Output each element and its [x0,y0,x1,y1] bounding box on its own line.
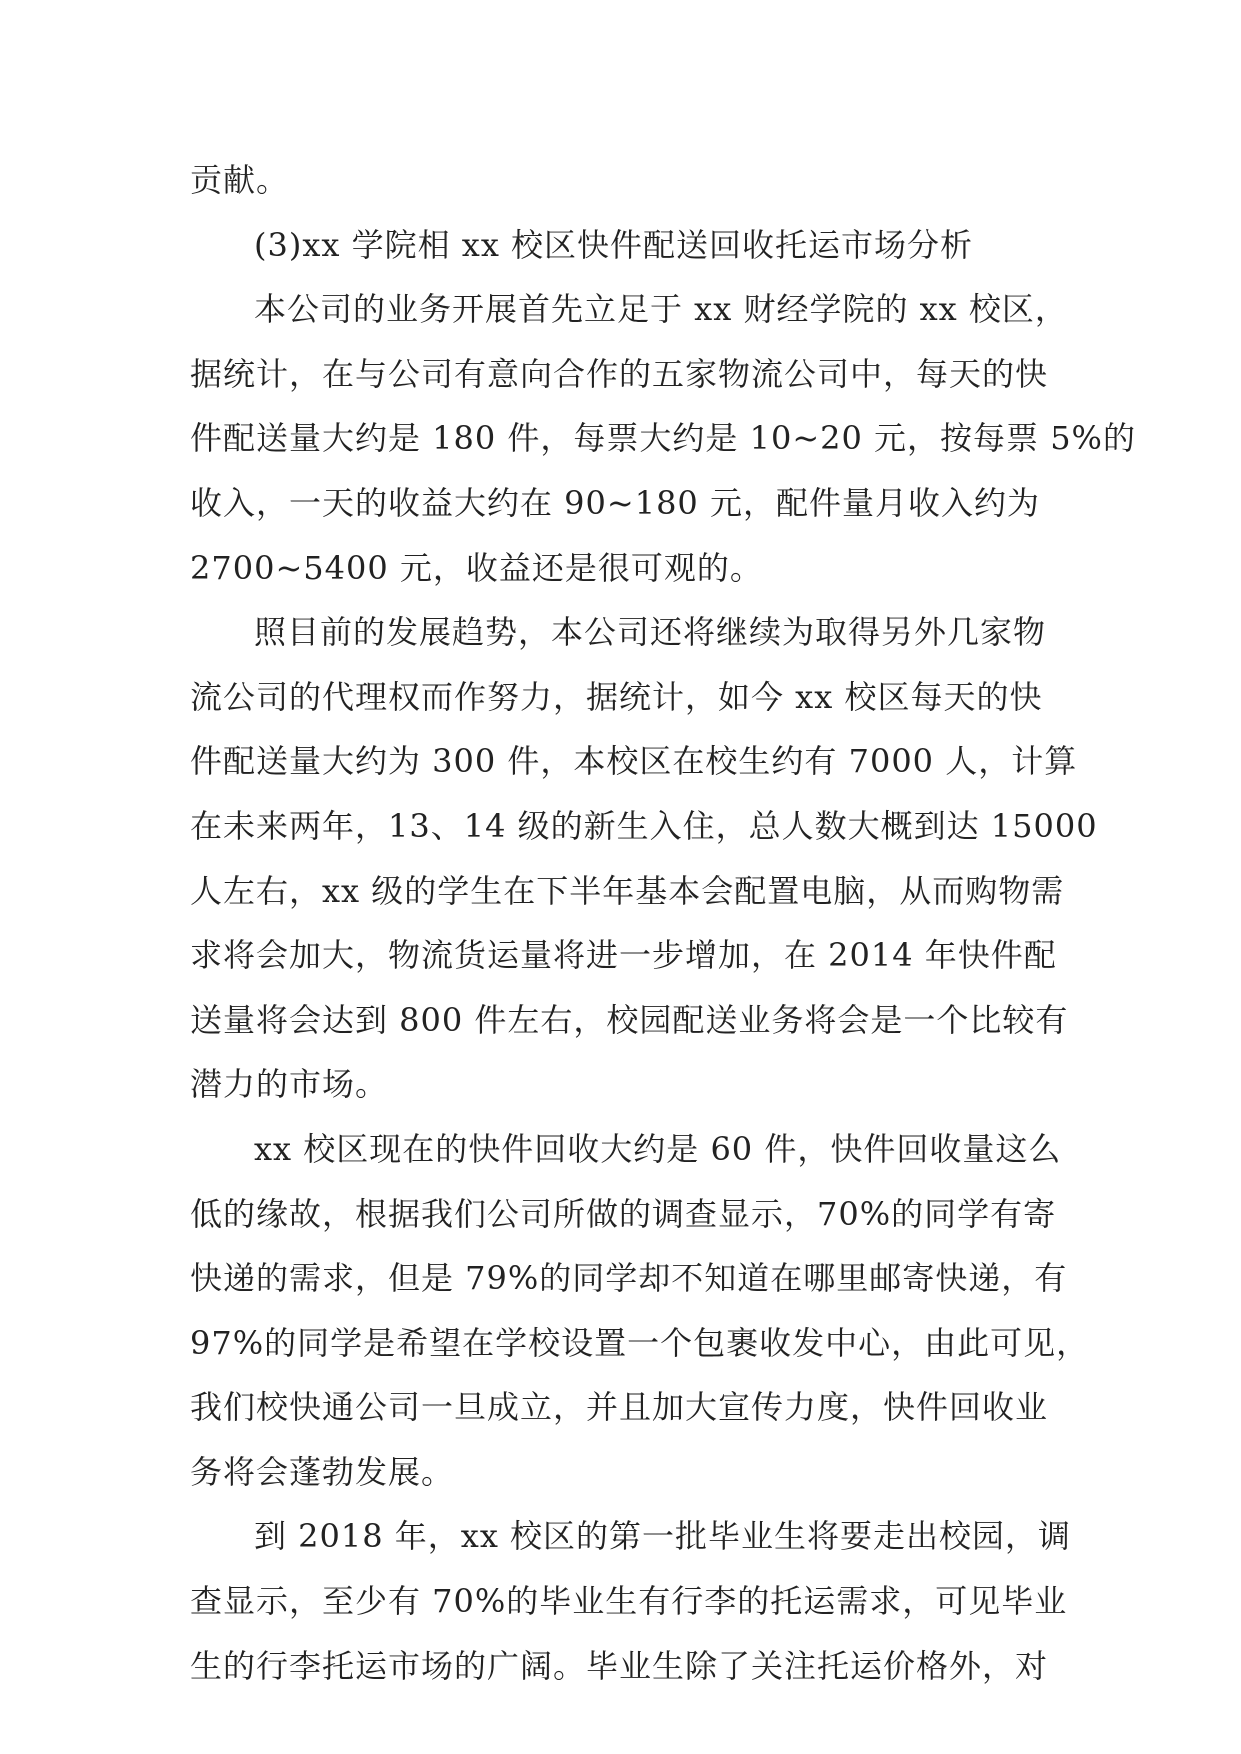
paragraph-line: 生的行李托运市场的广阔。毕业生除了关注托运价格外，对 [190,1646,1049,1685]
paragraph-line: 在未来两年，13、14 级的新生入住，总人数大概到达 15000 [190,806,1098,845]
paragraph-line: 流公司的代理权而作努力，据统计，如今 xx 校区每天的快 [190,677,1043,716]
body-text [190,148,1136,1698]
paragraph-line: 潜力的市场。 [190,1065,389,1104]
paragraph-line: 据统计，在与公司有意向合作的五家物流公司中，每天的快 [190,354,1049,393]
paragraph-line: 收入，一天的收益大约在 90~180 元，配件量月收入约为 [190,483,1040,522]
paragraph-line: 人左右，xx 级的学生在下半年基本会配置电脑，从而购物需 [190,871,1065,910]
paragraph-line: 照目前的发展趋势，本公司还将继续为取得另外几家物 [254,613,1047,652]
paragraph-line: 低的缘故，根据我们公司所做的调查显示，70%的同学有寄 [190,1194,1057,1233]
paragraph-line: 本公司的业务开展首先立足于 xx 财经学院的 xx 校区， [254,290,1068,329]
paragraph-line: 送量将会达到 800 件左右，校园配送业务将会是一个比较有 [190,1000,1069,1039]
paragraph-line: 快递的需求，但是 79%的同学却不知道在哪里邮寄快递，有 [190,1259,1068,1298]
paragraph-line: 求将会加大，物流货运量将进一步增加，在 2014 年快件配 [190,936,1057,975]
paragraph-line: 97%的同学是希望在学校设置一个包裹收发中心，由此可见， [190,1323,1090,1362]
paragraph-line: 务将会蓬勃发展。 [190,1452,455,1491]
paragraph-line: xx 校区现在的快件回收大约是 60 件，快件回收量这么 [254,1129,1062,1168]
paragraph-line: 查显示，至少有 70%的毕业生有行李的托运需求，可见毕业 [190,1582,1068,1621]
paragraph-line: 2700~5400 元，收益还是很可观的。 [190,548,763,587]
paragraph-line: 件配送量大约为 300 件，本校区在校生约有 7000 人，计算 [190,742,1078,781]
paragraph-continuation-line: 贡献。 [190,161,290,199]
section-heading: (3)xx 学院相 xx 校区快件配送回收托运市场分析 [254,225,974,264]
paragraph-line: 我们校快通公司一旦成立，并且加大宣传力度，快件回收业 [190,1388,1049,1427]
paragraph-line: 到 2018 年，xx 校区的第一批毕业生将要走出校园，调 [254,1517,1072,1556]
paragraph-line: 件配送量大约是 180 件，每票大约是 10~20 元，按每票 5%的 [190,419,1136,458]
